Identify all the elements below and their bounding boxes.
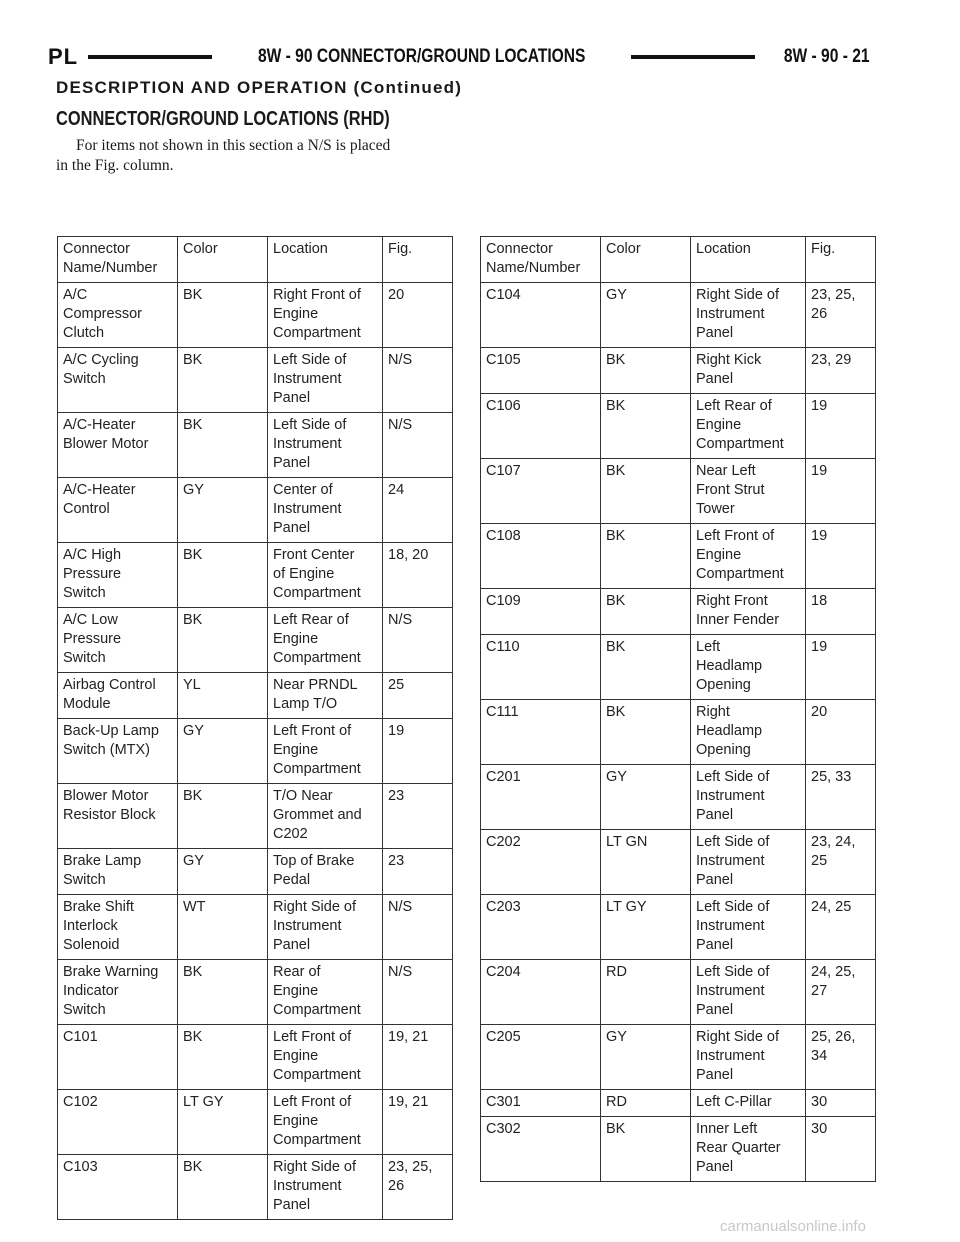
cell-fig: N/S — [383, 413, 453, 478]
cell-location: Right Kick Panel — [691, 348, 806, 394]
cell-location: Right Side of Instrument Panel — [691, 283, 806, 348]
cell-location: Rear of Engine Compartment — [268, 960, 383, 1025]
cell-location: Center of Instrument Panel — [268, 478, 383, 543]
cell-color: BK — [601, 348, 691, 394]
intro-line: in the Fig. column. — [56, 157, 174, 174]
cell-color: BK — [178, 543, 268, 608]
table-row — [481, 589, 876, 635]
cell-color: RD — [601, 960, 691, 1025]
cell-color: GY — [601, 1025, 691, 1090]
table-row — [481, 700, 876, 765]
section-title: CONNECTOR/GROUND LOCATIONS (RHD) — [56, 108, 390, 130]
table-row — [58, 478, 453, 543]
cell-connector-name: C110 — [481, 635, 601, 700]
cell-connector-name: C301 — [481, 1090, 601, 1117]
cell-fig: 24 — [383, 478, 453, 543]
table-header-row — [481, 237, 876, 283]
cell-location: Right Front Inner Fender — [691, 589, 806, 635]
table-row — [58, 673, 453, 719]
column-header: Location — [268, 237, 383, 283]
cell-connector-name: C103 — [58, 1155, 178, 1220]
cell-connector-name: A/C High Pressure Switch — [58, 543, 178, 608]
cell-location: Left Side of Instrument Panel — [691, 765, 806, 830]
table-row — [481, 283, 876, 348]
table-row — [58, 608, 453, 673]
table-row — [481, 830, 876, 895]
cell-fig: 23 — [383, 784, 453, 849]
page-header — [48, 40, 870, 74]
cell-location: Inner Left Rear Quarter Panel — [691, 1117, 806, 1182]
cell-color: GY — [178, 478, 268, 543]
table-row — [58, 1155, 453, 1220]
cell-color: BK — [178, 1155, 268, 1220]
cell-color: BK — [178, 413, 268, 478]
cell-location: Left Rear of Engine Compartment — [691, 394, 806, 459]
cell-connector-name: C202 — [481, 830, 601, 895]
cell-location: Top of Brake Pedal — [268, 849, 383, 895]
cell-connector-name: Brake Warning Indicator Switch — [58, 960, 178, 1025]
cell-connector-name: C108 — [481, 524, 601, 589]
cell-fig: 19 — [806, 524, 876, 589]
cell-fig: 18, 20 — [383, 543, 453, 608]
cell-fig: N/S — [383, 608, 453, 673]
table-row — [58, 895, 453, 960]
cell-fig: N/S — [383, 960, 453, 1025]
table-row — [481, 1117, 876, 1182]
cell-fig: 18 — [806, 589, 876, 635]
table-row — [481, 459, 876, 524]
table-row — [481, 394, 876, 459]
cell-location: Left Side of Instrument Panel — [691, 830, 806, 895]
table-row — [58, 1090, 453, 1155]
column-header: Fig. — [383, 237, 453, 283]
cell-connector-name: A/C Cycling Switch — [58, 348, 178, 413]
column-header: Fig. — [806, 237, 876, 283]
column-header: Color — [178, 237, 268, 283]
cell-connector-name: Airbag Control Module — [58, 673, 178, 719]
header-rule-left — [88, 55, 212, 59]
cell-location: Right Headlamp Opening — [691, 700, 806, 765]
column-header: Connector Name/Number — [58, 237, 178, 283]
column-header: Location — [691, 237, 806, 283]
cell-color: LT GY — [601, 895, 691, 960]
header-rule-right — [631, 55, 755, 59]
cell-fig: 19 — [383, 719, 453, 784]
cell-connector-name: A/C-Heater Blower Motor — [58, 413, 178, 478]
cell-connector-name: C101 — [58, 1025, 178, 1090]
cell-connector-name: Brake Shift Interlock Solenoid — [58, 895, 178, 960]
cell-connector-name: Back-Up Lamp Switch (MTX) — [58, 719, 178, 784]
cell-color: BK — [601, 524, 691, 589]
table-row — [481, 348, 876, 394]
table-row — [58, 283, 453, 348]
cell-fig: 23, 29 — [806, 348, 876, 394]
table-row — [481, 765, 876, 830]
cell-connector-name: A/C Low Pressure Switch — [58, 608, 178, 673]
cell-connector-name: C302 — [481, 1117, 601, 1182]
connector-table-right — [480, 236, 876, 1182]
table-row — [58, 719, 453, 784]
cell-fig: 19 — [806, 394, 876, 459]
cell-color: BK — [178, 1025, 268, 1090]
table-row — [58, 543, 453, 608]
table-row — [481, 1090, 876, 1117]
table-row — [481, 1025, 876, 1090]
cell-connector-name: C204 — [481, 960, 601, 1025]
cell-location: Right Front of Engine Compartment — [268, 283, 383, 348]
cell-location: Near Left Front Strut Tower — [691, 459, 806, 524]
header-section-name: 8W - 90 CONNECTOR/GROUND LOCATIONS — [258, 46, 586, 67]
cell-location: Near PRNDL Lamp T/O — [268, 673, 383, 719]
cell-connector-name: C102 — [58, 1090, 178, 1155]
cell-fig: N/S — [383, 348, 453, 413]
cell-location: Left Front of Engine Compartment — [268, 1090, 383, 1155]
intro-line: For items not shown in this section a N/S is placed — [76, 137, 391, 154]
cell-fig: 19, 21 — [383, 1025, 453, 1090]
table-row — [58, 849, 453, 895]
cell-fig: 30 — [806, 1117, 876, 1182]
cell-fig: 25 — [383, 673, 453, 719]
cell-color: GY — [601, 283, 691, 348]
cell-color: GY — [601, 765, 691, 830]
cell-color: BK — [601, 700, 691, 765]
watermark: carmanualsonline.info — [720, 1218, 866, 1235]
column-header: Color — [601, 237, 691, 283]
header-page-number: 8W - 90 - 21 — [784, 46, 871, 67]
cell-connector-name: C109 — [481, 589, 601, 635]
cell-location: Left Side of Instrument Panel — [268, 413, 383, 478]
table-row — [58, 784, 453, 849]
cell-fig: 20 — [383, 283, 453, 348]
cell-connector-name: C111 — [481, 700, 601, 765]
table-row — [481, 524, 876, 589]
cell-connector-name: C106 — [481, 394, 601, 459]
cell-color: RD — [601, 1090, 691, 1117]
cell-fig: 19, 21 — [383, 1090, 453, 1155]
cell-color: WT — [178, 895, 268, 960]
cell-color: LT GY — [178, 1090, 268, 1155]
cell-connector-name: C107 — [481, 459, 601, 524]
cell-fig: 19 — [806, 459, 876, 524]
cell-location: Left Front of Engine Compartment — [268, 1025, 383, 1090]
header-model-code: PL — [48, 44, 79, 69]
table-row — [58, 1025, 453, 1090]
cell-fig: 20 — [806, 700, 876, 765]
cell-color: BK — [178, 608, 268, 673]
cell-color: GY — [178, 719, 268, 784]
column-header: Connector Name/Number — [481, 237, 601, 283]
cell-connector-name: A/C-Heater Control — [58, 478, 178, 543]
cell-color: YL — [178, 673, 268, 719]
cell-location: Left Front of Engine Compartment — [268, 719, 383, 784]
table-row — [481, 895, 876, 960]
cell-location: Right Side of Instrument Panel — [268, 1155, 383, 1220]
table-header-row — [58, 237, 453, 283]
cell-color: GY — [178, 849, 268, 895]
cell-connector-name: Blower Motor Resistor Block — [58, 784, 178, 849]
cell-connector-name: C203 — [481, 895, 601, 960]
cell-connector-name: C205 — [481, 1025, 601, 1090]
cell-fig: 23 — [383, 849, 453, 895]
cell-color: BK — [178, 784, 268, 849]
cell-fig: 19 — [806, 635, 876, 700]
cell-fig: 23, 25, 26 — [383, 1155, 453, 1220]
cell-location: T/O Near Grommet and C202 — [268, 784, 383, 849]
cell-color: BK — [601, 394, 691, 459]
cell-color: BK — [178, 960, 268, 1025]
cell-location: Left Rear of Engine Compartment — [268, 608, 383, 673]
intro-paragraph — [56, 136, 476, 176]
table-row — [58, 348, 453, 413]
cell-connector-name: C201 — [481, 765, 601, 830]
cell-color: BK — [601, 635, 691, 700]
cell-fig: 23, 25, 26 — [806, 283, 876, 348]
cell-location: Left Side of Instrument Panel — [691, 895, 806, 960]
cell-connector-name: A/C Compressor Clutch — [58, 283, 178, 348]
cell-connector-name: C105 — [481, 348, 601, 394]
cell-color: BK — [178, 348, 268, 413]
cell-color: BK — [601, 459, 691, 524]
cell-location: Right Side of Instrument Panel — [691, 1025, 806, 1090]
cell-location: Left Side of Instrument Panel — [268, 348, 383, 413]
cell-location: Left Side of Instrument Panel — [691, 960, 806, 1025]
cell-location: Left C-Pillar — [691, 1090, 806, 1117]
cell-location: Left Headlamp Opening — [691, 635, 806, 700]
table-row — [58, 960, 453, 1025]
table-row — [58, 413, 453, 478]
cell-fig: 23, 24, 25 — [806, 830, 876, 895]
cell-connector-name: C104 — [481, 283, 601, 348]
table-row — [481, 635, 876, 700]
cell-location: Right Side of Instrument Panel — [268, 895, 383, 960]
cell-location: Front Center of Engine Compartment — [268, 543, 383, 608]
cell-color: LT GN — [601, 830, 691, 895]
cell-color: BK — [178, 283, 268, 348]
cell-fig: 25, 33 — [806, 765, 876, 830]
cell-fig: 24, 25 — [806, 895, 876, 960]
cell-location: Left Front of Engine Compartment — [691, 524, 806, 589]
section-continued-heading: DESCRIPTION AND OPERATION (Continued) — [56, 78, 463, 97]
table-row — [481, 960, 876, 1025]
cell-fig: 24, 25, 27 — [806, 960, 876, 1025]
cell-fig: 30 — [806, 1090, 876, 1117]
cell-fig: N/S — [383, 895, 453, 960]
cell-connector-name: Brake Lamp Switch — [58, 849, 178, 895]
cell-color: BK — [601, 1117, 691, 1182]
cell-color: BK — [601, 589, 691, 635]
cell-fig: 25, 26, 34 — [806, 1025, 876, 1090]
connector-table-left — [57, 236, 453, 1220]
